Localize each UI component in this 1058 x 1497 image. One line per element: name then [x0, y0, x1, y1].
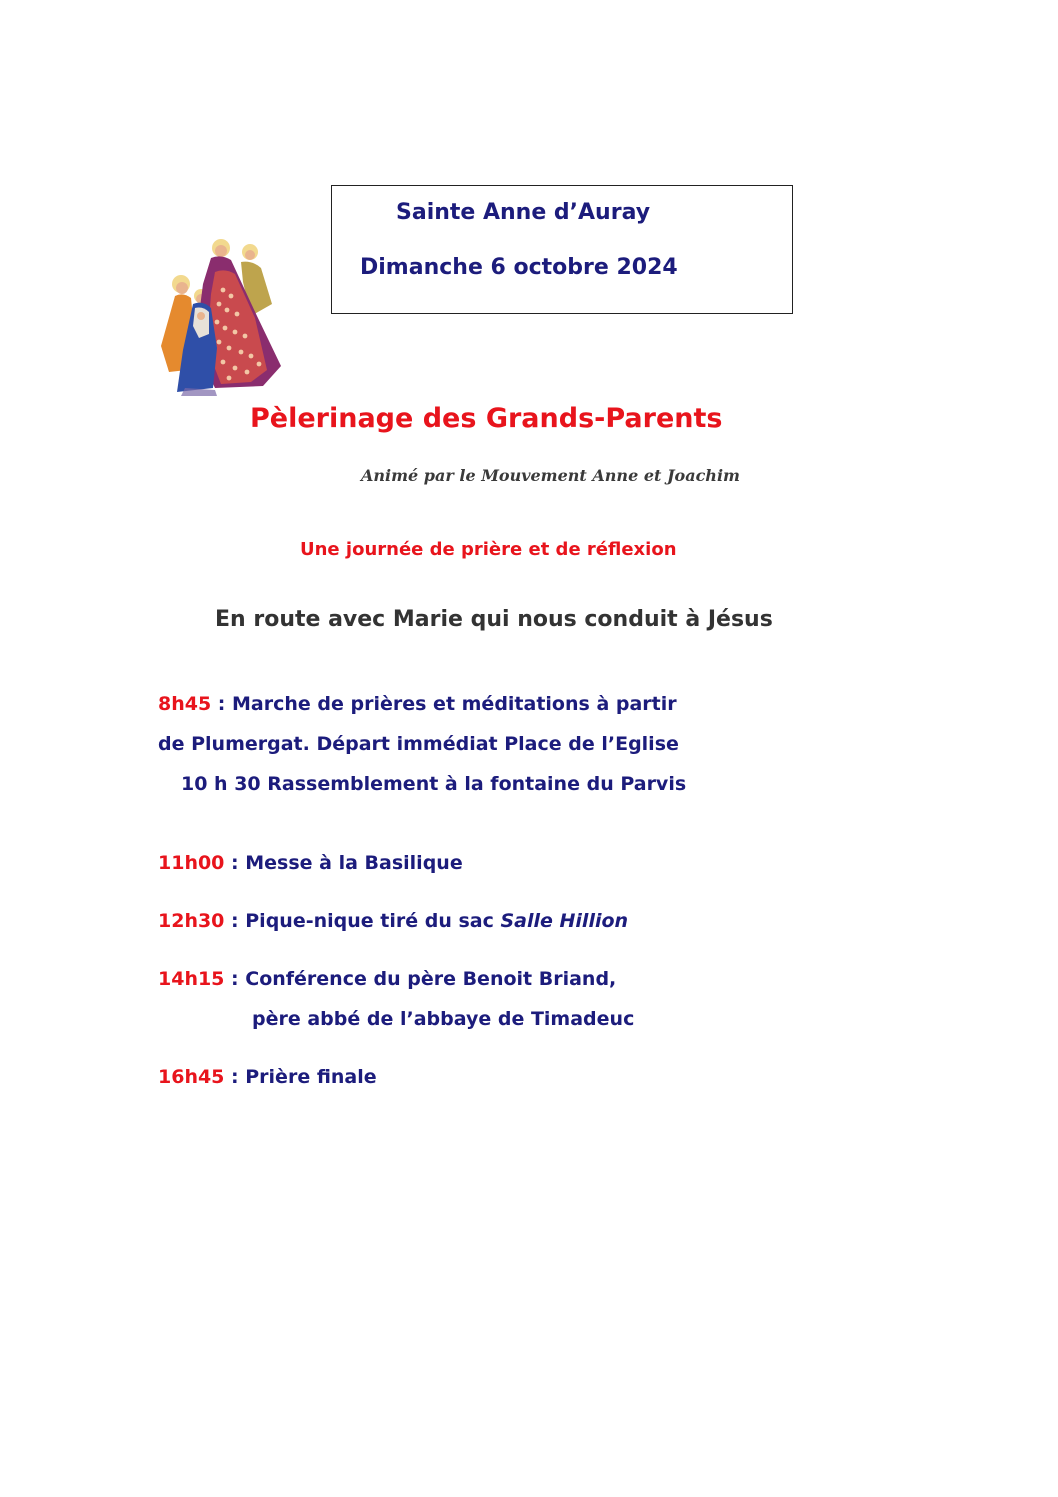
time-label: 8h45 — [158, 693, 212, 715]
program-item-1-line-2: de Plumergat. Départ immédiat Place de l’Eglise — [158, 733, 679, 755]
header-box — [331, 185, 793, 314]
program-item-1 — [158, 693, 677, 715]
event-date: Dimanche 6 octobre 2024 — [360, 255, 678, 280]
subtitle: Animé par le Mouvement Anne et Joachim — [361, 466, 740, 485]
time-label: 16h45 — [158, 1066, 225, 1088]
program-item-2 — [158, 852, 463, 874]
venue-name: Salle Hillion — [500, 910, 629, 932]
place-name: Sainte Anne d’Auray — [396, 200, 651, 225]
separator: : — [211, 693, 233, 715]
program-item-3 — [158, 910, 628, 932]
time-label: 14h15 — [158, 968, 225, 990]
program-text: Prière finale — [245, 1066, 377, 1088]
program-text: Marche de prières et méditations à partir — [232, 693, 677, 715]
time-label: 11h00 — [158, 852, 225, 874]
separator: : — [224, 1066, 246, 1088]
separator: : — [224, 852, 246, 874]
time-label: 12h30 — [158, 910, 225, 932]
tagline: Une journée de prière et de réflexion — [300, 539, 677, 560]
program-item-5 — [158, 1066, 377, 1088]
program-item-4-line-2: père abbé de l’abbaye de Timadeuc — [252, 1008, 635, 1030]
program-item-4 — [158, 968, 616, 990]
main-title: Pèlerinage des Grands-Parents — [250, 403, 723, 434]
program-text: Pique-nique tiré du sac — [245, 910, 501, 932]
program-text: Messe à la Basilique — [245, 852, 463, 874]
separator: : — [224, 968, 246, 990]
separator: : — [224, 910, 246, 932]
program-text: Conférence du père Benoit Briand, — [245, 968, 617, 990]
program-item-1-line-3: 10 h 30 Rassemblement à la fontaine du Parvis — [181, 773, 687, 795]
holy-family-illustration — [155, 238, 290, 398]
motto: En route avec Marie qui nous conduit à Jésus — [215, 607, 773, 632]
